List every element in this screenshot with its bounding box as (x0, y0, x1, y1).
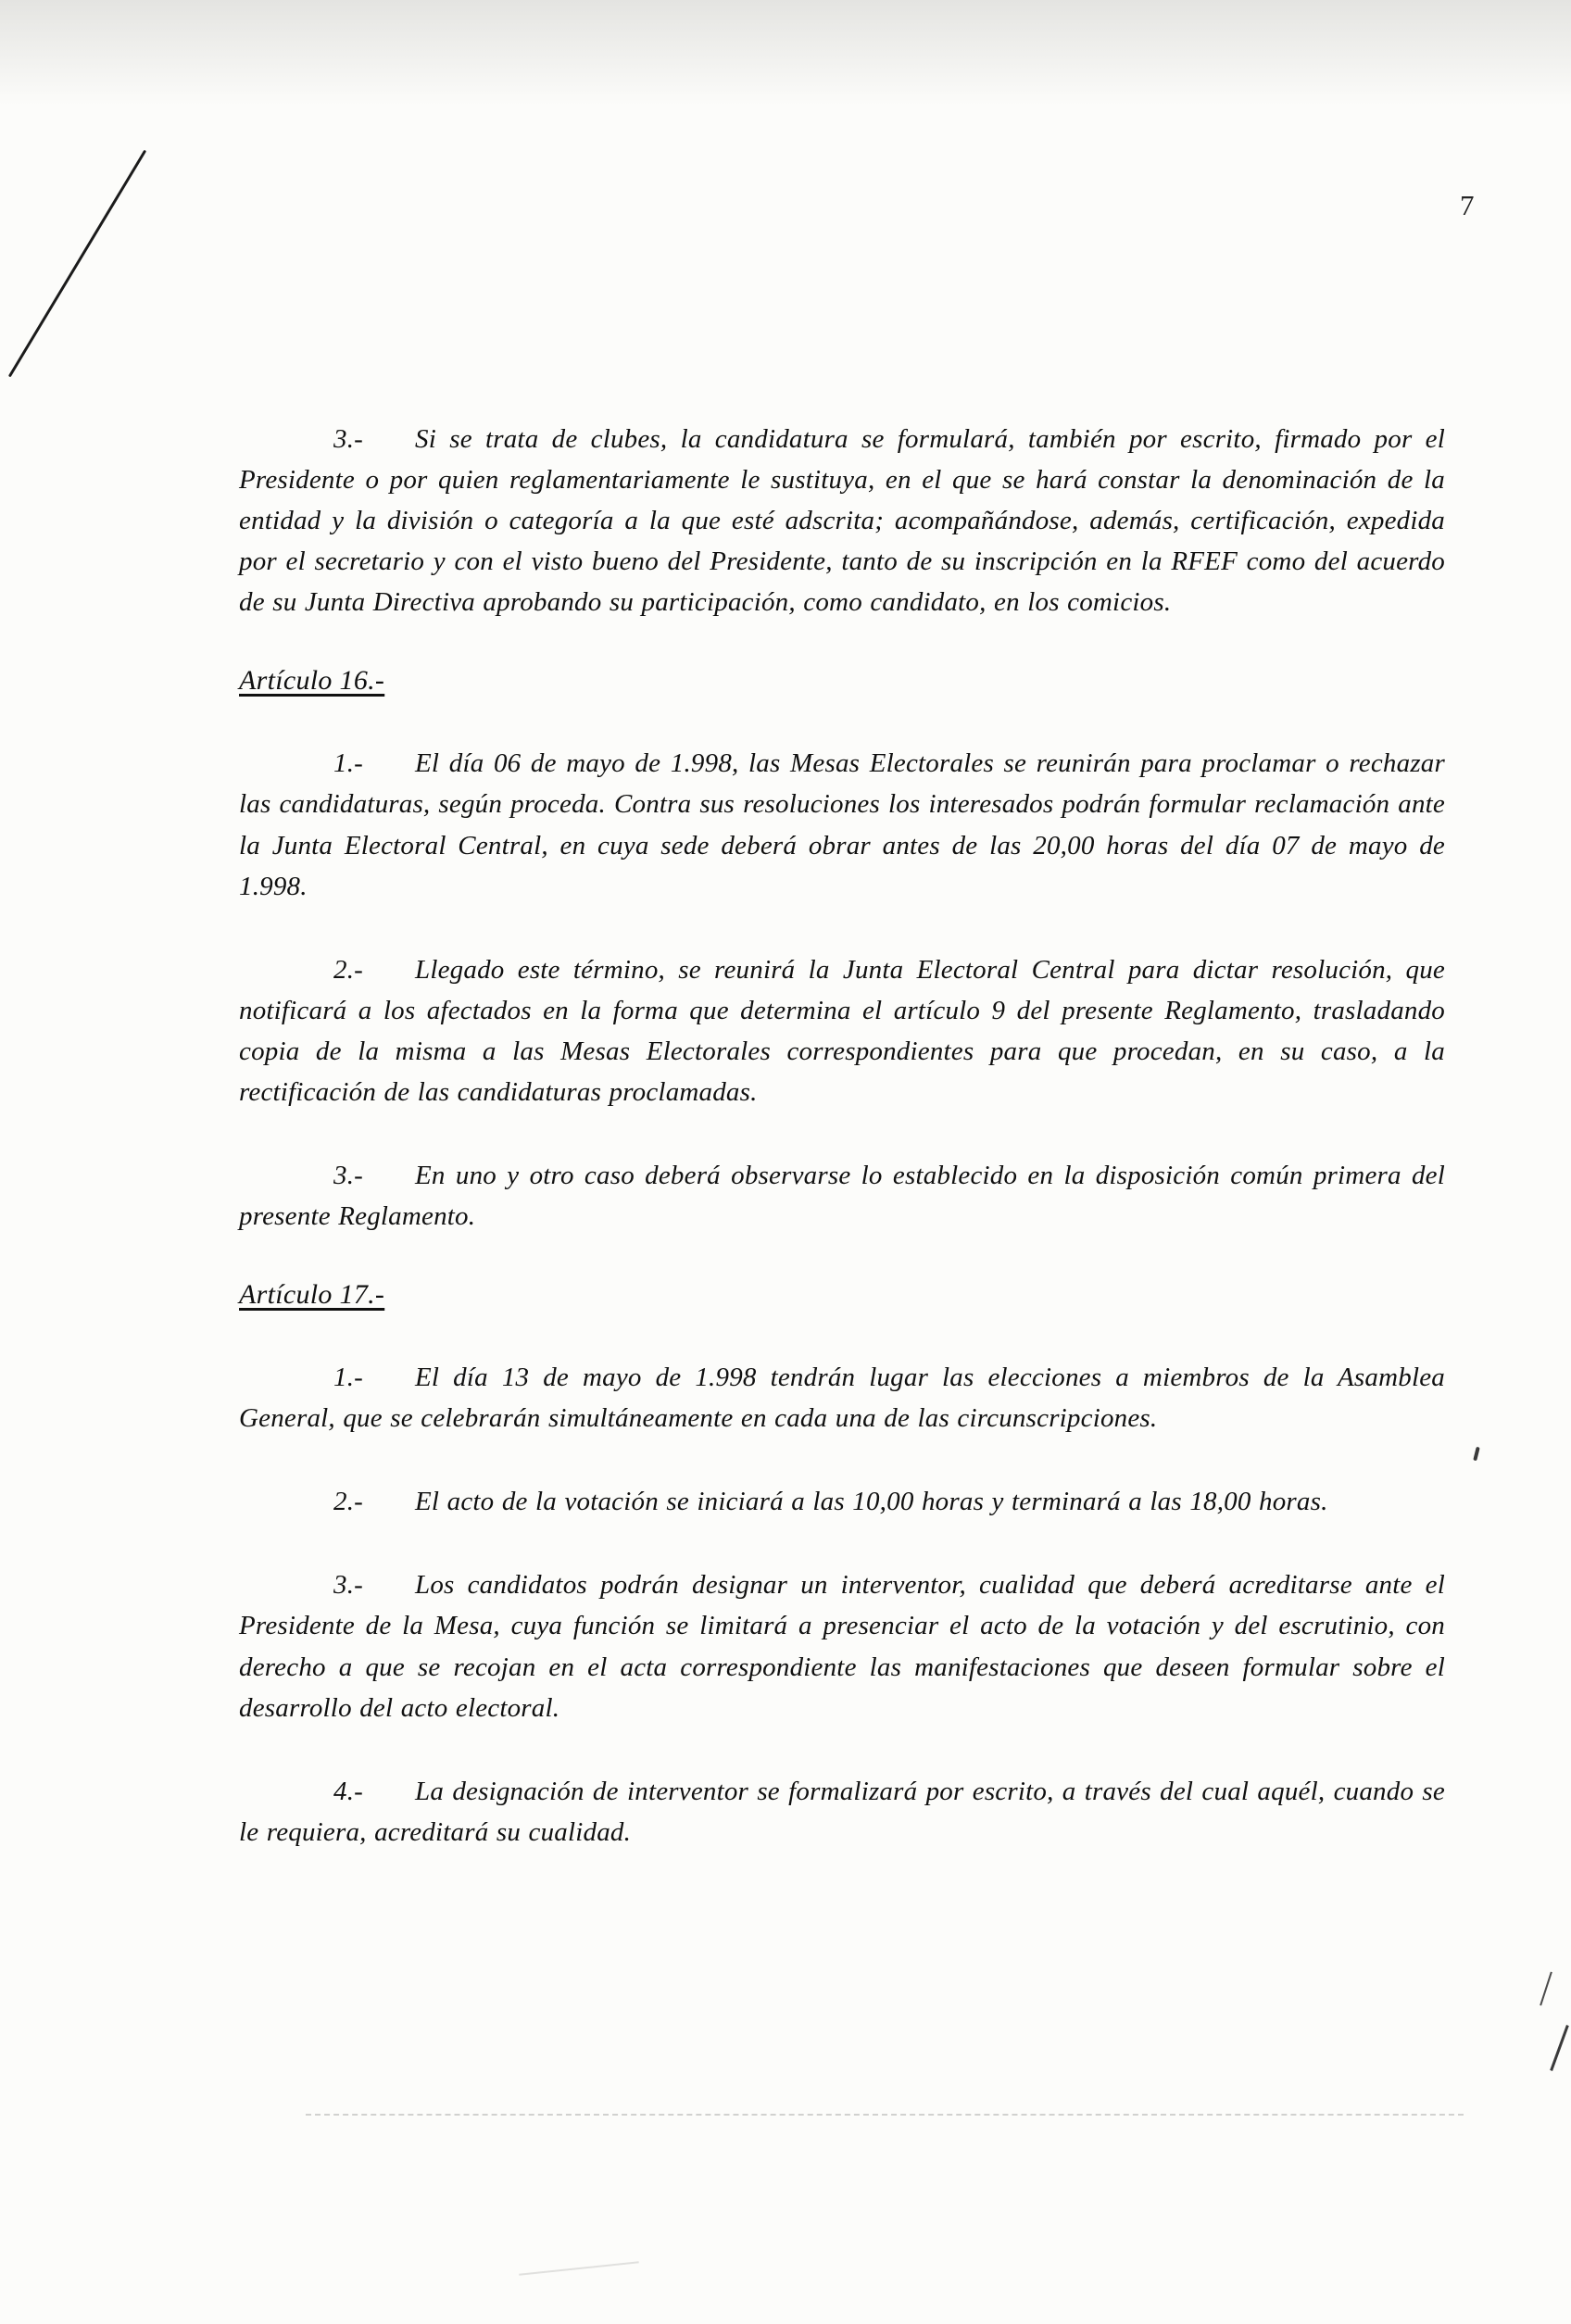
scan-corner-line-artifact (8, 150, 146, 378)
paragraph (239, 1357, 1445, 1438)
paragraph-number: 1.- (333, 1363, 364, 1393)
paragraph (239, 743, 1445, 906)
page-number: 7 (1460, 189, 1475, 221)
scan-tick-artifact (1550, 2025, 1569, 2071)
paragraph-text: Llegado este término, se reunirá la Junta Electoral Central para dictar resolución, que notificará a los afectados en la forma que determina el artículo 9 del presente Reglamento, trasladando copia de la misma a las Mesas Electorales correspondientes para que procedan, en su caso, a la rectificación de las candidaturas proclamadas. (239, 954, 1445, 1107)
paragraph-number: 1.- (333, 748, 364, 779)
paragraph (239, 1771, 1445, 1853)
article-heading-16: Artículo 16.- (239, 665, 385, 697)
document-content (239, 419, 1445, 1895)
paragraph-text: La designación de interventor se formalizará por escrito, a través del cual aquél, cuando se le requiera, acreditará su cualidad. (239, 1776, 1445, 1847)
paragraph-text: Los candidatos podrán designar un interventor, cualidad que deberá acreditarse ante el Presidente de la Mesa, cuya función se limitará a presenciar el acto de la votación y del escrutinio, con derecho a que se recojan en el acta correspondiente las manifestaciones que deseen formular sobre el desarrollo del acto electoral. (239, 1570, 1445, 1723)
scan-edge-shadow (0, 0, 1571, 125)
paragraph-text: En uno y otro caso deberá observarse lo establecido en la disposición común primera del presente Reglamento. (239, 1161, 1445, 1232)
scan-smudge-artifact (519, 2261, 638, 2276)
scan-speck-artifact (1473, 1447, 1480, 1462)
scan-smudge-line-artifact (306, 2114, 1464, 2116)
paragraph-text: El día 13 de mayo de 1.998 tendrán lugar las elecciones a miembros de la Asamblea General, que se celebrarán simultáneamente en cada una de las circunscripciones. (239, 1363, 1445, 1434)
paragraph-text: El día 06 de mayo de 1.998, las Mesas Electorales se reunirán para proclamar o rechazar las candidaturas, según proceda. Contra sus resoluciones los interesados podrán formular reclamación ante la Junta Electoral Central, en cuya sede deberá obrar antes de las 20,00 horas del día 07 de mayo de 1.998. (239, 748, 1445, 901)
paragraph-number: 3.- (333, 1161, 364, 1191)
scan-tick-artifact (1540, 1972, 1552, 2006)
paragraph-number: 3.- (333, 1570, 364, 1601)
paragraph-number: 3.- (333, 424, 364, 454)
paragraph-text: Si se trata de clubes, la candidatura se formulará, también por escrito, firmado por el Presidente o por quien reglamentariamente le sustituya, en el que se hará constar la denominación de la entidad y la división o categoría a la que esté adscrita; acompañándose, además, certificación, expedida por el secretario y con el visto bueno del Presidente, tanto de su inscripción en la RFEF como del acuerdo de su Junta Directiva aprobando su participación, como candidato, en los comicios. (239, 424, 1445, 618)
paragraph-number: 2.- (333, 1487, 364, 1517)
paragraph (239, 949, 1445, 1112)
paragraph-number: 2.- (333, 954, 364, 985)
paragraph (239, 1155, 1445, 1237)
paragraph (239, 1564, 1445, 1727)
paragraph-text: El acto de la votación se iniciará a las 10,00 horas y terminará a las 18,00 horas. (415, 1487, 1328, 1517)
paragraph (239, 419, 1445, 622)
paragraph-number: 4.- (333, 1776, 364, 1806)
paragraph (239, 1481, 1445, 1522)
article-heading-17: Artículo 17.- (239, 1279, 385, 1311)
